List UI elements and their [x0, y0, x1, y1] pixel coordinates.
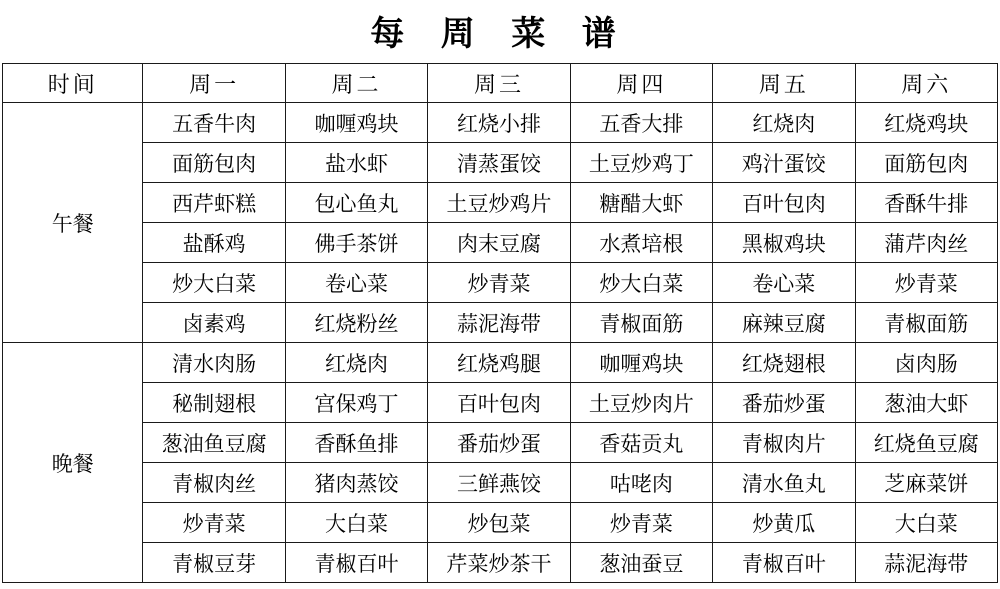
table-cell: 香菇贡丸	[570, 423, 712, 463]
table-cell: 炒青菜	[428, 263, 570, 303]
column-header-time: 时间	[3, 64, 143, 103]
table-cell: 葱油鱼豆腐	[143, 423, 285, 463]
table-cell: 鸡汁蛋饺	[713, 143, 855, 183]
table-cell: 青椒百叶	[285, 543, 427, 583]
table-cell: 卤肉肠	[855, 343, 997, 383]
table-cell: 面筋包肉	[855, 143, 997, 183]
table-row	[3, 343, 998, 383]
weekly-menu-table	[2, 63, 998, 583]
table-cell: 炒青菜	[143, 503, 285, 543]
table-row	[3, 103, 998, 143]
table-cell: 黑椒鸡块	[713, 223, 855, 263]
table-cell: 三鲜燕饺	[428, 463, 570, 503]
table-row	[3, 143, 998, 183]
table-cell: 炒青菜	[855, 263, 997, 303]
table-cell: 芹菜炒茶干	[428, 543, 570, 583]
table-cell: 麻辣豆腐	[713, 303, 855, 343]
table-cell: 大白菜	[855, 503, 997, 543]
page-title: 每 周 菜 谱	[370, 16, 630, 53]
table-cell: 土豆炒鸡片	[428, 183, 570, 223]
table-row	[3, 503, 998, 543]
table-header-row	[3, 64, 998, 103]
table-cell: 糖醋大虾	[570, 183, 712, 223]
column-header-saturday: 周六	[855, 64, 997, 103]
table-cell: 土豆炒鸡丁	[570, 143, 712, 183]
table-cell: 蒜泥海带	[428, 303, 570, 343]
table-cell: 清水鱼丸	[713, 463, 855, 503]
table-cell: 清蒸蛋饺	[428, 143, 570, 183]
table-row	[3, 303, 998, 343]
table-cell: 香酥鱼排	[285, 423, 427, 463]
table-cell: 盐酥鸡	[143, 223, 285, 263]
meal-label-lunch: 午餐	[3, 103, 143, 343]
column-header-thursday: 周四	[570, 64, 712, 103]
table-cell: 肉末豆腐	[428, 223, 570, 263]
table-cell: 红烧翅根	[713, 343, 855, 383]
table-cell: 炒青菜	[570, 503, 712, 543]
table-cell: 青椒豆芽	[143, 543, 285, 583]
table-row	[3, 383, 998, 423]
table-cell: 红烧肉	[285, 343, 427, 383]
table-cell: 红烧鸡块	[855, 103, 997, 143]
table-row	[3, 263, 998, 303]
table-cell: 咕咾肉	[570, 463, 712, 503]
table-cell: 番茄炒蛋	[428, 423, 570, 463]
table-cell: 佛手茶饼	[285, 223, 427, 263]
table-cell: 百叶包肉	[713, 183, 855, 223]
table-row	[3, 543, 998, 583]
table-cell: 宫保鸡丁	[285, 383, 427, 423]
column-header-monday: 周一	[143, 64, 285, 103]
table-cell: 炒包菜	[428, 503, 570, 543]
table-cell: 百叶包肉	[428, 383, 570, 423]
table-cell: 卷心菜	[285, 263, 427, 303]
table-cell: 青椒肉片	[713, 423, 855, 463]
table-cell: 葱油大虾	[855, 383, 997, 423]
table-cell: 红烧小排	[428, 103, 570, 143]
table-cell: 炒大白菜	[570, 263, 712, 303]
table-cell: 青椒百叶	[713, 543, 855, 583]
table-cell: 番茄炒蛋	[713, 383, 855, 423]
table-cell: 面筋包肉	[143, 143, 285, 183]
table-cell: 炒大白菜	[143, 263, 285, 303]
table-cell: 大白菜	[285, 503, 427, 543]
table-row	[3, 183, 998, 223]
table-cell: 青椒肉丝	[143, 463, 285, 503]
column-header-wednesday: 周三	[428, 64, 570, 103]
table-cell: 红烧鸡腿	[428, 343, 570, 383]
table-cell: 红烧鱼豆腐	[855, 423, 997, 463]
table-cell: 西芹虾糕	[143, 183, 285, 223]
table-cell: 芝麻菜饼	[855, 463, 997, 503]
table-cell: 盐水虾	[285, 143, 427, 183]
table-cell: 红烧粉丝	[285, 303, 427, 343]
table-cell: 包心鱼丸	[285, 183, 427, 223]
table-cell: 红烧肉	[713, 103, 855, 143]
table-row	[3, 423, 998, 463]
table-cell: 卷心菜	[713, 263, 855, 303]
meal-label-dinner: 晚餐	[3, 343, 143, 583]
table-cell: 咖喱鸡块	[285, 103, 427, 143]
table-cell: 蒜泥海带	[855, 543, 997, 583]
table-cell: 土豆炒肉片	[570, 383, 712, 423]
table-cell: 青椒面筋	[570, 303, 712, 343]
table-cell: 葱油蚕豆	[570, 543, 712, 583]
table-cell: 咖喱鸡块	[570, 343, 712, 383]
column-header-friday: 周五	[713, 64, 855, 103]
table-cell: 清水肉肠	[143, 343, 285, 383]
table-cell: 蒲芹肉丝	[855, 223, 997, 263]
table-cell: 猪肉蒸饺	[285, 463, 427, 503]
column-header-tuesday: 周二	[285, 64, 427, 103]
table-cell: 五香大排	[570, 103, 712, 143]
table-cell: 卤素鸡	[143, 303, 285, 343]
table-cell: 秘制翅根	[143, 383, 285, 423]
table-cell: 香酥牛排	[855, 183, 997, 223]
table-cell: 五香牛肉	[143, 103, 285, 143]
table-row	[3, 223, 998, 263]
table-cell: 水煮培根	[570, 223, 712, 263]
table-cell: 炒黄瓜	[713, 503, 855, 543]
table-row	[3, 463, 998, 503]
table-cell: 青椒面筋	[855, 303, 997, 343]
